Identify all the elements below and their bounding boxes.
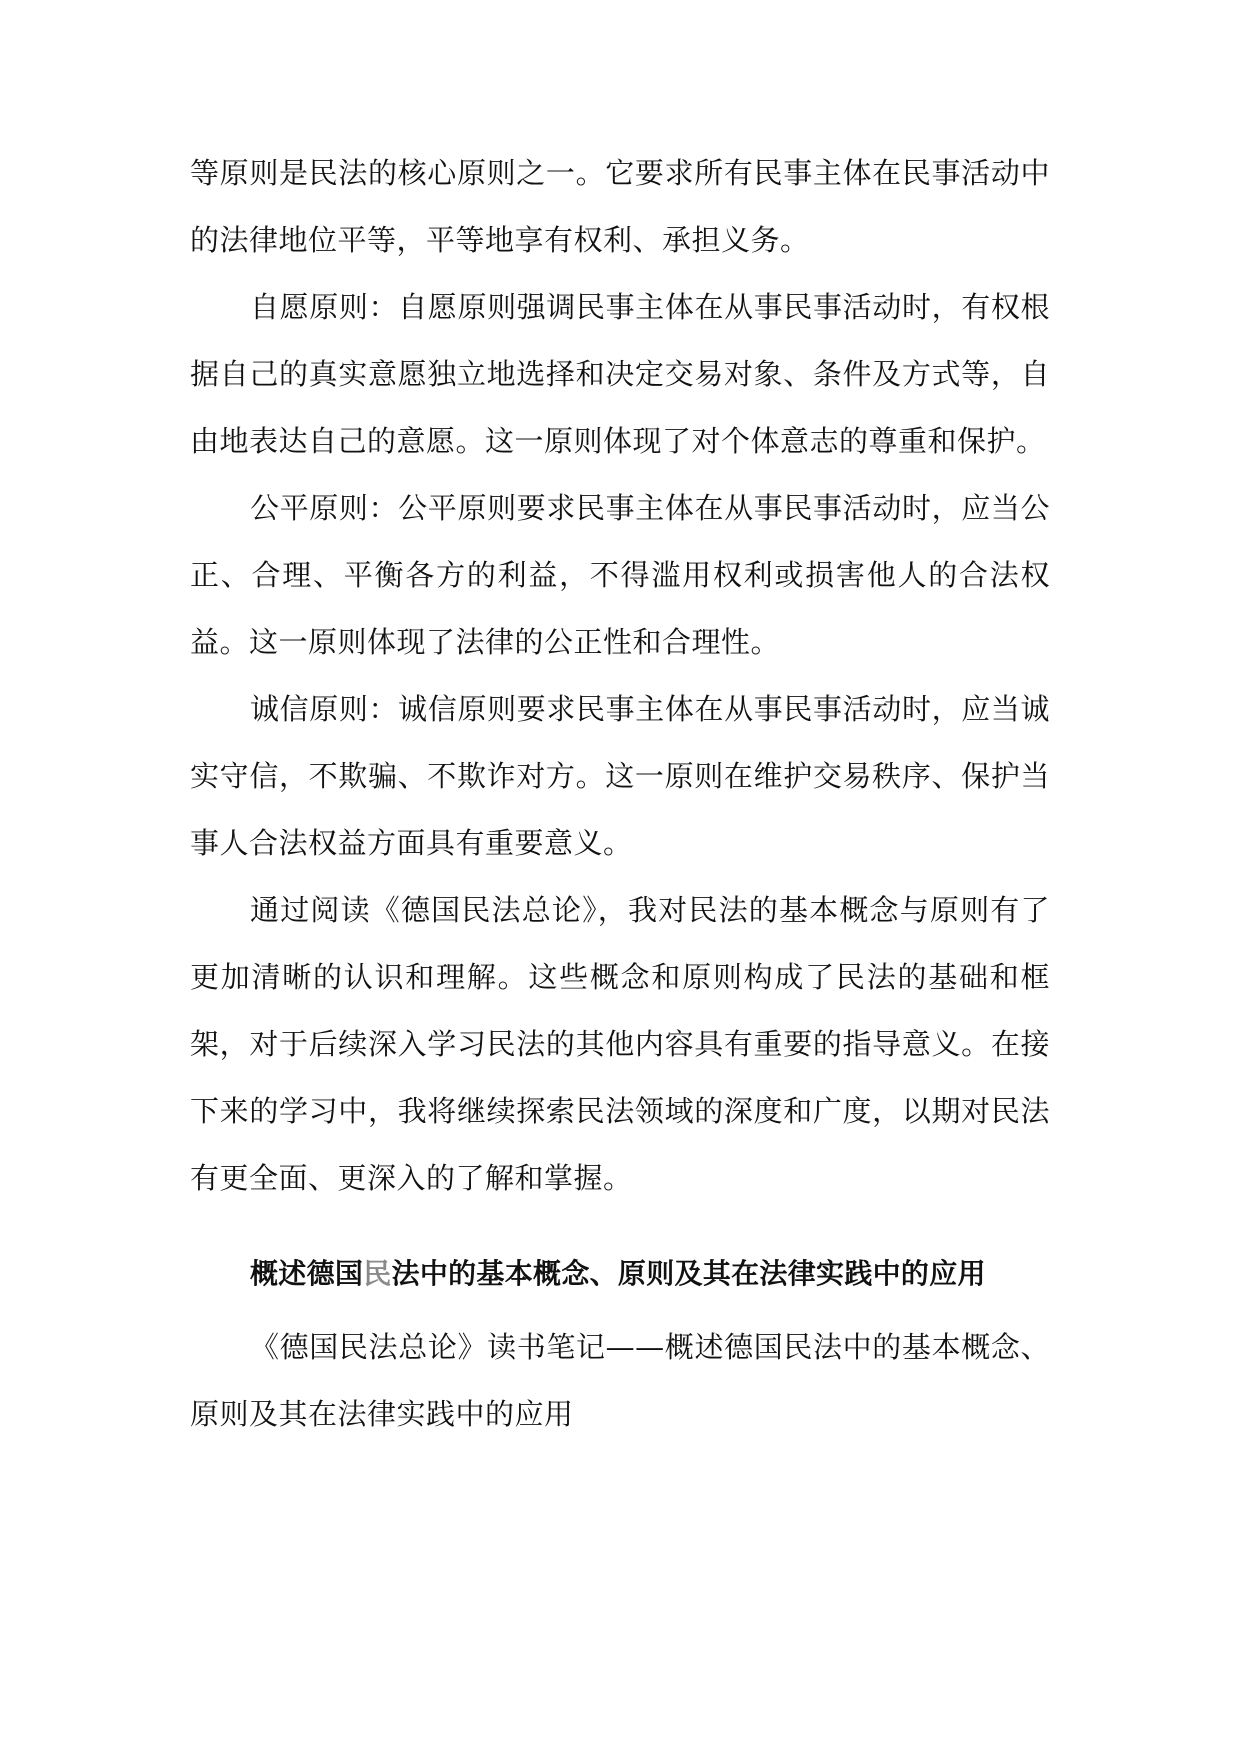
paragraph-good-faith-principle: 诚信原则：诚信原则要求民事主体在从事民事活动时，应当诚实守信，不欺骗、不欺诈对方。这一原则在维护交易秩序、保护当事人合法权益方面具有重要意义。 (190, 692, 1050, 860)
section-heading-part1: 概述德国 (250, 1257, 364, 1290)
paragraph-equality-continued: 等原则是民法的核心原则之一。它要求所有民事主体在民事活动中的法律地位平等，平等地享有权利、承担义务。 (190, 156, 1050, 257)
paragraph-fairness-principle: 公平原则：公平原则要求民事主体在从事民事活动时，应当公正、合理、平衡各方的利益，不得滥用权利或损害他人的合法权益。这一原则体现了法律的公正性和合理性。 (190, 491, 1050, 659)
section-heading-part2: 法中的基本概念、原则及其在法律实践中的应用 (391, 1257, 986, 1290)
paragraph-subtitle: 《德国民法总论》读书笔记——概述德国民法中的基本概念、原则及其在法律实践中的应用 (190, 1330, 1050, 1431)
paragraph-voluntariness-principle: 自愿原则：自愿原则强调民事主体在从事民事活动时，有权根据自己的真实意愿独立地选择和决定交易对象、条件及方式等，自由地表达自己的意愿。这一原则体现了对个体意志的尊重和保护。 (190, 290, 1050, 458)
document-page (190, 140, 1050, 1448)
paragraph-conclusion: 通过阅读《德国民法总论》，我对民法的基本概念与原则有了更加清晰的认识和理解。这些概念和原则构成了民法的基础和框架，对于后续深入学习民法的其他内容具有重要的指导意义。在接下来的学习中，我将继续探索民法领域的深度和广度，以期对民法有更全面、更深入的了解和掌握。 (190, 893, 1050, 1195)
section-heading (190, 1254, 1050, 1294)
section-heading-accent-char: 民 (363, 1257, 392, 1290)
